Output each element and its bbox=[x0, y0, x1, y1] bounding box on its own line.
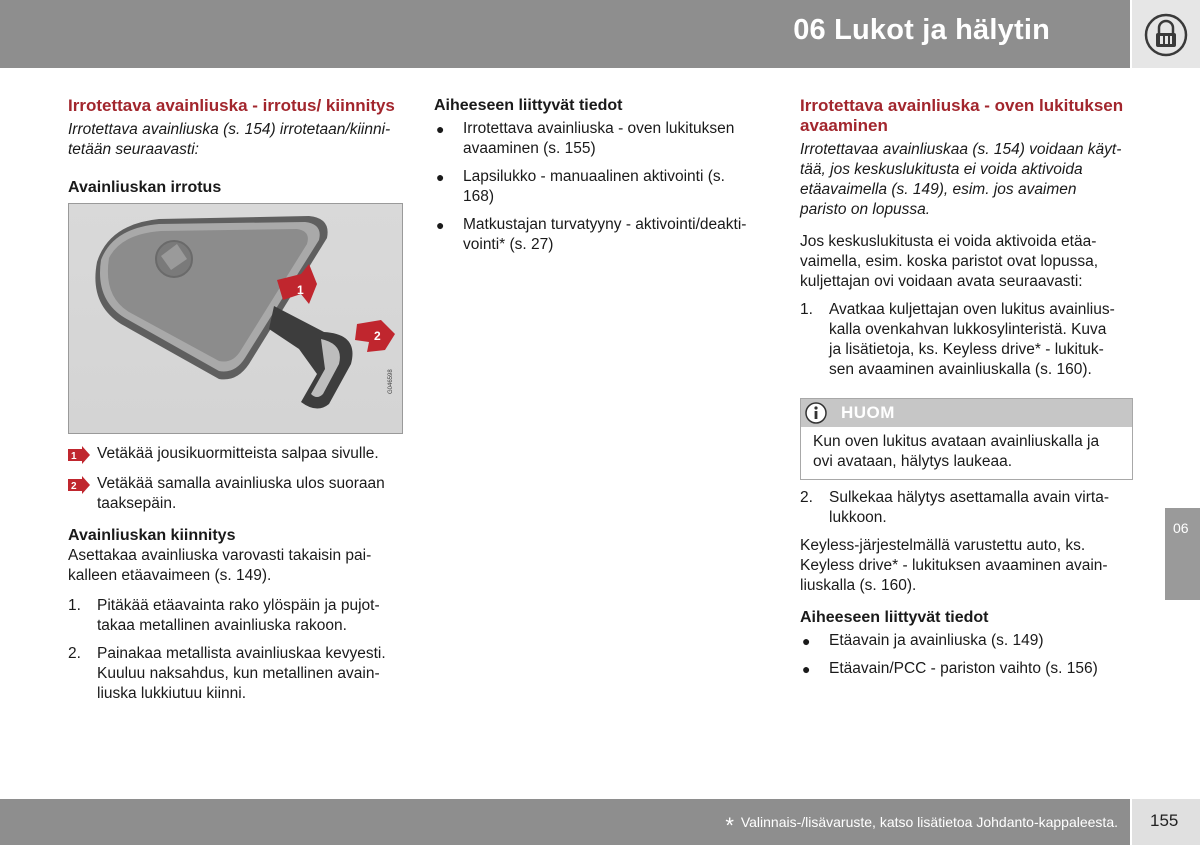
bullet-icon: ● bbox=[436, 217, 445, 233]
attach-line: Asettakaa avainliuska varovasti takaisin pai- bbox=[68, 547, 372, 564]
related-line: Etäavain ja avainliuska (s. 149) bbox=[829, 632, 1044, 649]
intro-line: Irrotettava avainliuska (s. 154) irrotetaan/kiinni- bbox=[68, 121, 391, 138]
column-right bbox=[800, 96, 1135, 679]
column-middle bbox=[434, 96, 774, 255]
note-line: ovi avataan, hälytys laukeaa. bbox=[813, 453, 1013, 470]
section-heading: Irrotettava avainliuska - irrotus/ kiinnitys bbox=[68, 96, 395, 115]
step-2 bbox=[68, 474, 403, 514]
intro-line: paristo on lopussa. bbox=[800, 201, 931, 218]
intro-line: tetään seuraavasti: bbox=[68, 141, 199, 158]
list-item bbox=[68, 644, 403, 704]
list-line: Avatkaa kuljettajan oven lukitus avainlius- bbox=[829, 301, 1115, 318]
intro-text bbox=[800, 140, 1135, 220]
list-line: Painakaa metallista avainliuskaa kevyesti. bbox=[97, 645, 386, 662]
step-2-arrow-icon bbox=[68, 476, 90, 494]
chapter-tab-label: 06 bbox=[1173, 520, 1189, 536]
list-number: 1. bbox=[800, 301, 813, 318]
page-number-box bbox=[1132, 799, 1200, 845]
page-number: 155 bbox=[1150, 811, 1179, 830]
list-line: ja lisätietoja, ks. Keyless drive* - lukituk- bbox=[829, 341, 1104, 358]
list-line: Pitäkää etäavainta rako ylöspäin ja pujot- bbox=[97, 597, 380, 614]
section-heading: Irrotettava avainliuska - oven lukituksen avaaminen bbox=[800, 96, 1124, 135]
related-line: Irrotettava avainliuska - oven lukituksen bbox=[463, 120, 735, 137]
list-number: 2. bbox=[68, 645, 81, 662]
list-line: Kuuluu naksahdus, kun metallinen avain- bbox=[97, 665, 380, 682]
key-blade-figure bbox=[68, 203, 403, 434]
chapter-title: 06 Lukot ja hälytin bbox=[793, 14, 1050, 46]
list-item bbox=[68, 596, 403, 636]
subheading-removal: Avainliuskan irrotus bbox=[68, 179, 222, 196]
footnote-text: Valinnais-/lisävaruste, katso lisätietoa Johdanto-kappaleesta. bbox=[740, 814, 1118, 830]
footnote bbox=[725, 813, 1118, 839]
body-line: Keyless-järjestelmällä varustettu auto, ks. bbox=[800, 537, 1086, 554]
list-number: 1. bbox=[68, 597, 81, 614]
note-box bbox=[800, 398, 1133, 480]
figure-marker-1: 1 bbox=[297, 283, 304, 297]
step-2-line: taaksepäin. bbox=[97, 495, 177, 512]
note-header bbox=[801, 399, 1132, 427]
related-line: Etäavain/PCC - pariston vaihto (s. 156) bbox=[829, 660, 1098, 677]
related-heading: Aiheeseen liittyvät tiedot bbox=[434, 97, 623, 114]
step-2-number: 2 bbox=[71, 481, 77, 492]
note-label: HUOM bbox=[841, 403, 895, 422]
body-line: vaimella, esim. koska paristot ovat lopussa, bbox=[800, 253, 1099, 270]
step-2-line: Vetäkää samalla avainliuska ulos suoraan bbox=[97, 475, 385, 492]
list-number: 2. bbox=[800, 489, 813, 506]
list-item bbox=[800, 488, 1135, 528]
list-line: kalla ovenkahvan lukkosylinteristä. Kuva bbox=[829, 321, 1107, 338]
related-item[interactable] bbox=[434, 215, 774, 255]
footer-bar bbox=[0, 799, 1130, 845]
list-line: Sulkekaa hälytys asettamalla avain virta- bbox=[829, 489, 1109, 506]
related-line: Lapsilukko - manuaalinen aktivointi (s. bbox=[463, 168, 725, 185]
attach-steps bbox=[68, 596, 403, 704]
body-paragraph bbox=[800, 232, 1135, 292]
note-line: Kun oven lukitus avataan avainliuskalla ja bbox=[813, 433, 1100, 450]
step-1-arrow-icon bbox=[68, 446, 90, 464]
note-body bbox=[801, 427, 1132, 479]
related-item[interactable] bbox=[434, 119, 774, 159]
step-1-number: 1 bbox=[71, 451, 77, 462]
step-1 bbox=[68, 444, 403, 464]
list-line: lukkoon. bbox=[829, 509, 887, 526]
body-line: kuljettajan ovi voidaan avata seuraavasti: bbox=[800, 273, 1083, 290]
related-line: avaaminen (s. 155) bbox=[463, 140, 596, 157]
related-line: vointi* (s. 27) bbox=[463, 236, 554, 253]
related-item[interactable] bbox=[800, 631, 1135, 651]
attach-paragraph bbox=[68, 546, 403, 586]
intro-line: tää, jos keskuslukitusta ei voida aktivoida bbox=[800, 161, 1083, 178]
attach-line: kalleen etäavaimeen (s. 149). bbox=[68, 567, 272, 584]
figure-marker-2: 2 bbox=[374, 329, 381, 343]
column-left bbox=[68, 96, 403, 704]
list-item bbox=[800, 300, 1135, 380]
info-icon bbox=[805, 402, 827, 424]
intro-text bbox=[68, 120, 403, 160]
body-line: Keyless drive* - lukituksen avaaminen avain- bbox=[800, 557, 1108, 574]
footnote-star: * bbox=[725, 813, 734, 838]
intro-line: Irrotettavaa avainliuskaa (s. 154) voidaan käyt- bbox=[800, 141, 1122, 158]
list-line: sen avaaminen avainliuskalla (s. 160). bbox=[829, 361, 1092, 378]
bullet-icon: ● bbox=[436, 169, 445, 185]
lock-icon bbox=[1144, 13, 1188, 57]
related-line: 168) bbox=[463, 188, 495, 205]
bullet-icon: ● bbox=[802, 633, 811, 649]
key-illustration bbox=[69, 204, 402, 433]
list-line: takaa metallinen avainliuska rakoon. bbox=[97, 617, 347, 634]
step-1-text: Vetäkää jousikuormitteista salpaa sivulle. bbox=[97, 445, 379, 462]
body-paragraph bbox=[800, 536, 1135, 596]
related-line: Matkustajan turvatyyny - aktivointi/deakti- bbox=[463, 216, 747, 233]
chapter-header bbox=[0, 0, 1130, 68]
list-line: liuska lukkiutuu kiinni. bbox=[97, 685, 247, 702]
intro-line: etäavaimella (s. 149), esim. jos avaimen bbox=[800, 181, 1077, 198]
bullet-icon: ● bbox=[802, 661, 811, 677]
related-heading: Aiheeseen liittyvät tiedot bbox=[800, 609, 989, 626]
chapter-tab[interactable] bbox=[1165, 508, 1200, 600]
body-line: Jos keskuslukitusta ei voida aktivoida etäa- bbox=[800, 233, 1097, 250]
figure-code: G046598 bbox=[388, 369, 394, 394]
subheading-attach: Avainliuskan kiinnitys bbox=[68, 527, 236, 544]
body-line: liuskalla (s. 160). bbox=[800, 577, 917, 594]
chapter-icon-box bbox=[1132, 0, 1200, 68]
bullet-icon: ● bbox=[436, 121, 445, 137]
related-item[interactable] bbox=[434, 167, 774, 207]
related-item[interactable] bbox=[800, 659, 1135, 679]
